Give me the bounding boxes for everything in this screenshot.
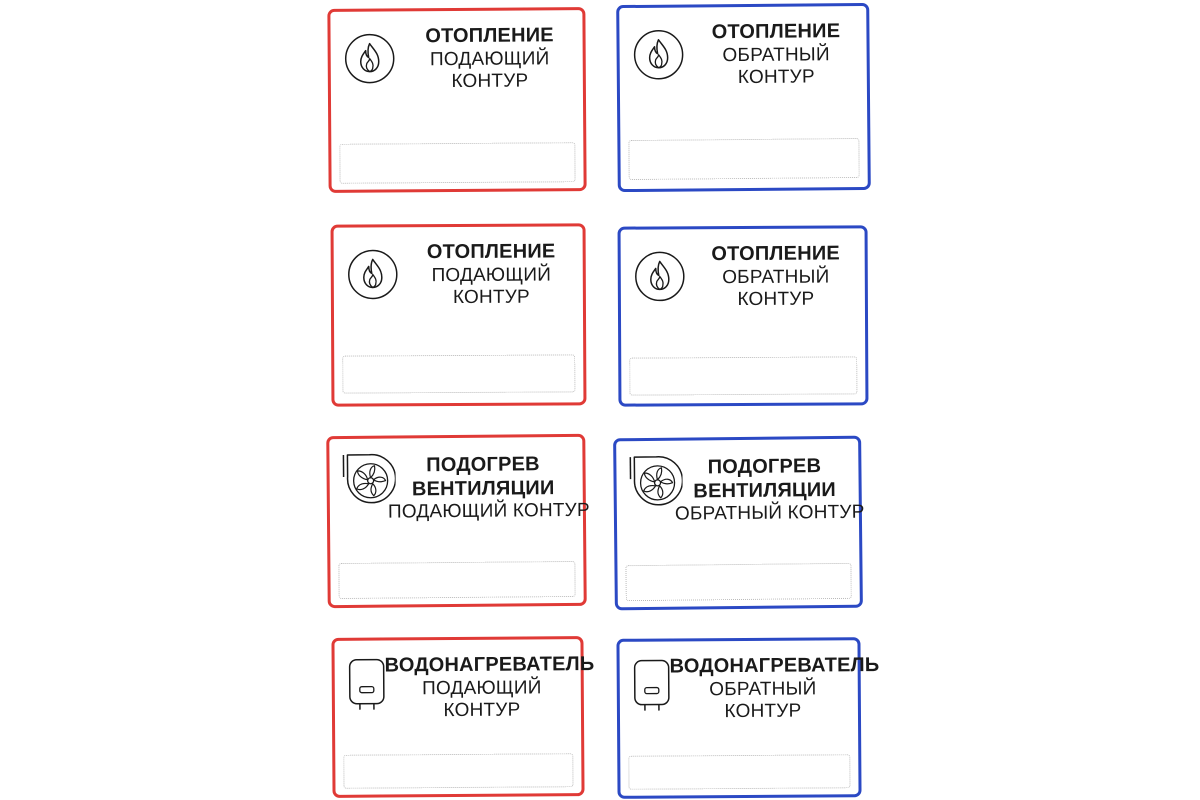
write-in-field xyxy=(629,356,857,395)
label-text xyxy=(400,24,578,94)
label-heating-return xyxy=(616,3,871,192)
label-water-heater-supply xyxy=(331,636,595,798)
label-title: ОТОПЛЕНИЕ xyxy=(425,24,554,48)
label-text xyxy=(691,242,861,311)
water-heater-icon xyxy=(347,656,387,712)
write-in-field xyxy=(339,142,575,184)
label-text xyxy=(404,240,579,309)
write-in-field xyxy=(625,563,851,601)
label-title: ВОДОНАГРЕВАТЕЛЬ xyxy=(384,653,595,677)
label-line: ПОДАЮЩИЙ xyxy=(429,47,550,70)
write-in-field xyxy=(338,561,575,599)
write-in-field xyxy=(342,354,575,393)
write-in-field xyxy=(343,753,573,789)
label-text xyxy=(384,653,595,723)
label-title: ОТОПЛЕНИЕ xyxy=(426,240,556,264)
label-line: ОБРАТНЫЙ КОНТУР xyxy=(674,501,865,525)
label-line: КОНТУР xyxy=(451,70,529,93)
label-line: ПОДАЮЩИЙ КОНТУР xyxy=(387,500,590,523)
label-title: ВЕНТИЛЯЦИИ xyxy=(411,476,555,500)
label-title: ВЕНТИЛЯЦИИ xyxy=(693,478,837,503)
label-line: ОБРАТНЫЙ xyxy=(709,678,817,700)
water-heater-icon xyxy=(632,657,672,713)
write-in-field xyxy=(628,754,850,790)
label-title: ОТОПЛЕНИЕ xyxy=(711,242,840,266)
label-title: ВОДОНАГРЕВАТЕЛЬ xyxy=(669,654,880,678)
label-line: ОБРАТНЫЙ xyxy=(722,43,830,66)
flame-icon xyxy=(633,249,687,303)
label-line: КОНТУР xyxy=(443,699,521,722)
label-line: ОБРАТНЫЙ xyxy=(722,266,830,288)
write-in-field xyxy=(628,138,859,180)
flame-icon xyxy=(631,28,685,82)
label-ventilation-supply xyxy=(326,434,590,608)
flame-icon xyxy=(346,247,400,301)
label-line: КОНТУР xyxy=(724,700,802,723)
label-text xyxy=(387,453,590,524)
label-text xyxy=(669,654,880,724)
label-title: ПОДОГРЕВ xyxy=(707,455,822,479)
label-line: ПОДАЮЩИЙ xyxy=(421,677,542,699)
label-line: КОНТУР xyxy=(737,66,815,89)
label-line: КОНТУР xyxy=(737,288,815,311)
label-text xyxy=(674,455,865,526)
label-text xyxy=(689,20,863,90)
label-title: ПОДОГРЕВ xyxy=(426,453,540,477)
label-heating-return xyxy=(618,225,869,406)
label-line: ПОДАЮЩИЙ xyxy=(431,264,552,286)
label-heating-supply xyxy=(327,7,586,193)
label-water-heater-return xyxy=(616,637,880,799)
label-ventilation-return xyxy=(613,436,863,611)
label-line: КОНТУР xyxy=(452,286,530,309)
flame-icon xyxy=(343,31,397,85)
label-title: ОТОПЛЕНИЕ xyxy=(711,20,841,44)
label-heating-supply xyxy=(331,223,587,406)
